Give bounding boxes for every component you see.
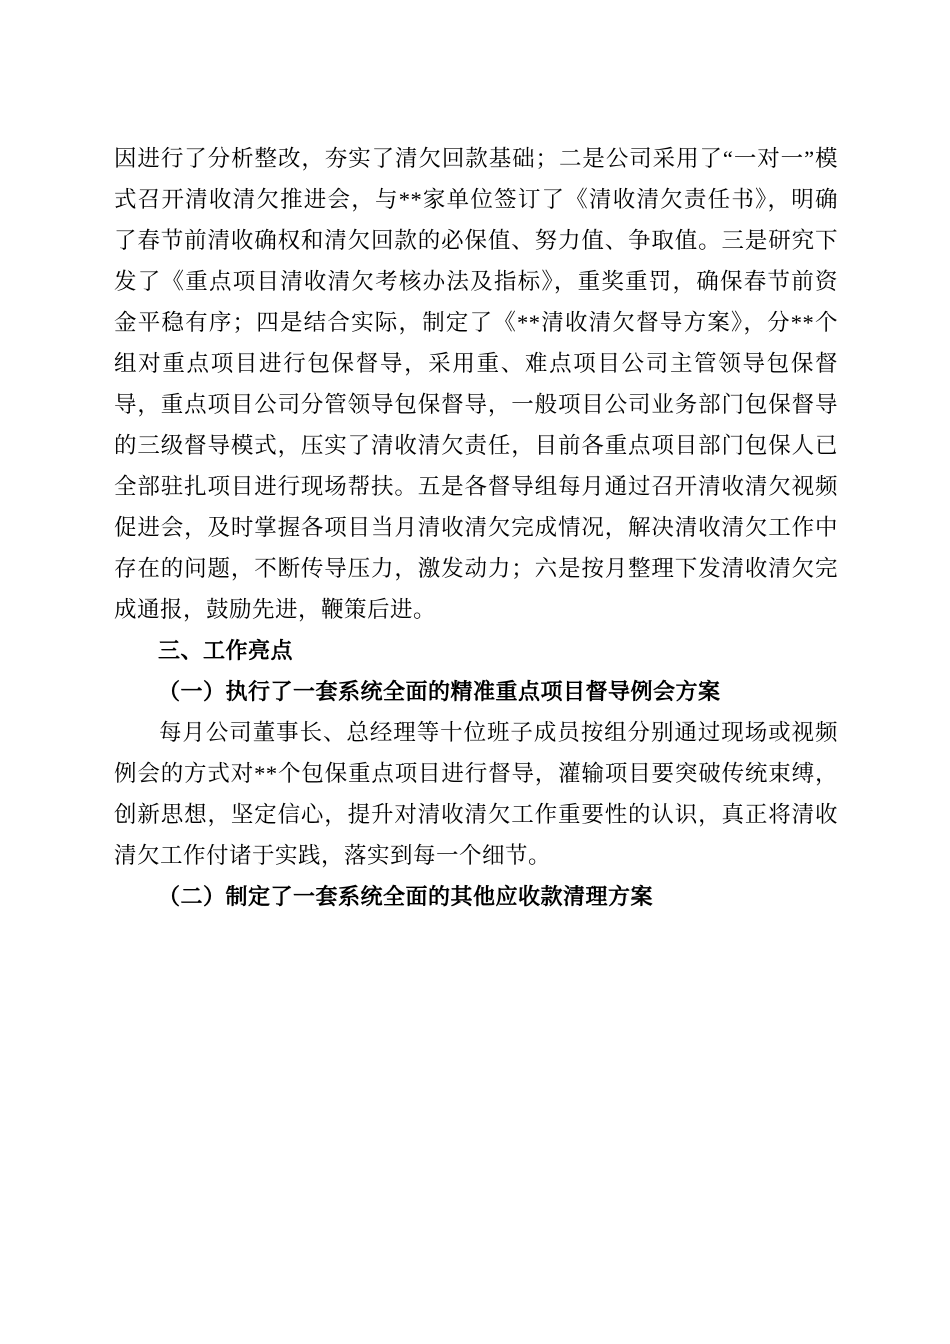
paragraph-continued-work-measures: 因进行了分析整改，夯实了清欠回款基础；二是公司采用了“一对一”模式召开清收清欠推进会，与**家单位签订了《清收清欠责任书》，明确了春节前清收确权和清欠回款的必保值、努力值、争取值。三是研究下发了《重点项目清收清欠考核办法及指标》，重奖重罚，确保春节前资金平稳有序；四是结合实际，制定了《**清收清欠督导方案》，分**个组对重点项目进行包保督导，采用重、难点项目公司主管领导包保督导，重点项目公司分管领导包保督导，一般项目公司业务部门包保督导的三级督导模式，压实了清收清欠责任，目前各重点项目部门包保人已全部驻扎项目进行现场帮扶。五是各督导组每月通过召开清收清欠视频促进会，及时掌握各项目当月清收清欠完成情况，解决清收清欠工作中存在的问题，不断传导压力，激发动力；六是按月整理下发清收清欠完成通报，鼓励先进，鞭策后进。: [114, 146, 838, 622]
subsection-heading-receivables-cleanup-plan: （二）制定了一套系统全面的其他应收款清理方案: [158, 884, 654, 909]
section-heading-work-highlights: 三、工作亮点: [158, 638, 294, 663]
document-content: [114, 138, 838, 917]
subsection-heading-supervision-meeting-plan: （一）执行了一套系统全面的精准重点项目督导例会方案: [158, 679, 721, 704]
paragraph-monthly-supervision-detail: 每月公司董事长、总经理等十位班子成员按组分别通过现场或视频例会的方式对**个包保重点项目进行督导，灌输项目要突破传统束缚，创新思想，坚定信心，提升对清收清欠工作重要性的认识，真正将清收清欠工作付诸于实践，落实到每一个细节。: [114, 720, 838, 868]
